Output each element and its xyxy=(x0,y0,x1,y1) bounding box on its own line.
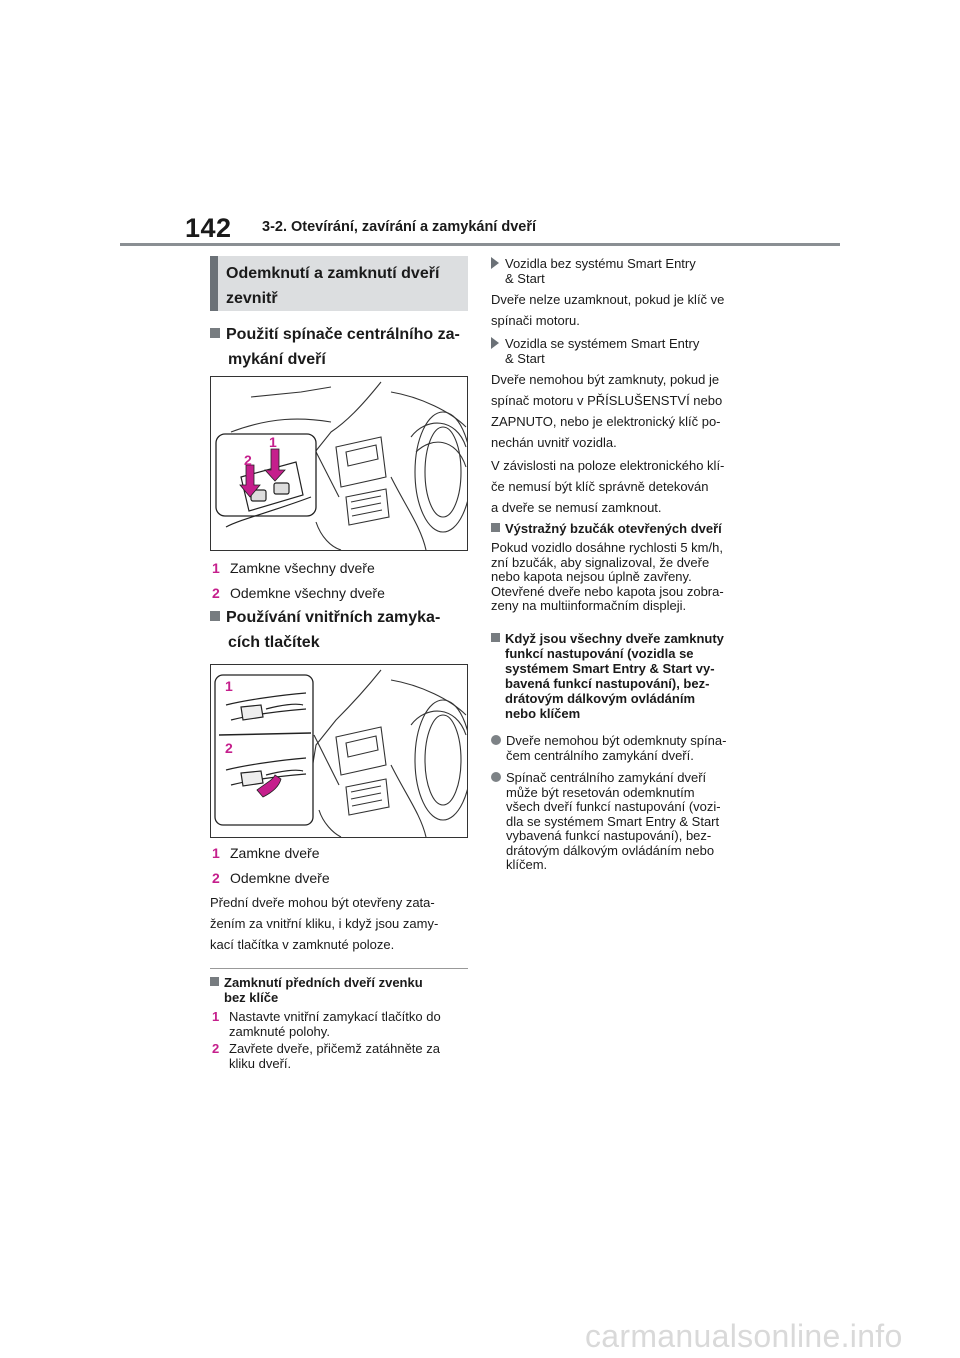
square-bullet-icon xyxy=(210,611,220,621)
header-rule xyxy=(120,243,840,246)
bullet-item xyxy=(491,771,721,873)
paragraph-line: zní bzučák, aby signalizoval, že dveře xyxy=(491,554,710,570)
fig1-label-1: 1 xyxy=(269,434,277,450)
step-number: 2 xyxy=(212,1041,220,1056)
list-item xyxy=(212,556,385,581)
list-item xyxy=(212,581,385,606)
block-title-line2: & Start xyxy=(505,270,545,286)
buzzer-heading xyxy=(491,521,722,536)
square-bullet-icon xyxy=(210,977,219,986)
triangle-bullet-icon xyxy=(491,257,499,269)
heading-line: Když jsou všechny dveře zamknuty xyxy=(505,631,724,646)
note-steps xyxy=(212,1010,441,1071)
note-step xyxy=(212,1042,441,1071)
circle-bullet-icon xyxy=(491,772,501,782)
heading-line: systémem Smart Entry & Start vy- xyxy=(505,661,715,676)
paragraph-line: Dveře nelze uzamknout, pokud je klíč ve xyxy=(491,292,725,307)
triangle-bullet-icon xyxy=(491,337,499,349)
step-text: Zamkne všechny dveře xyxy=(230,560,375,576)
step-number: 1 xyxy=(212,560,220,576)
bullet-line: vybavená funkcí nastupování), bez- xyxy=(506,828,712,843)
paragraph-line: nebo kapota nejsou úplně zavřeny. xyxy=(491,569,692,584)
step-number: 1 xyxy=(212,1009,220,1024)
step-text: Zavřete dveře, přičemž zatáhněte za xyxy=(229,1041,440,1056)
inner-lock-illustration xyxy=(211,665,467,837)
note-step xyxy=(212,1010,441,1039)
bullet-line: klíčem. xyxy=(506,857,548,872)
page-number: 142 xyxy=(185,213,232,243)
square-bullet-icon xyxy=(491,523,500,532)
block-key-detection-text xyxy=(491,455,724,518)
step-text: Odemkne všechny dveře xyxy=(230,585,385,601)
step-text: zamknuté polohy. xyxy=(229,1023,330,1039)
paragraph-inner-handle xyxy=(210,892,438,955)
step-text: kliku dveří. xyxy=(229,1055,292,1071)
paragraph-line: zeny na multiinformačním displeji. xyxy=(491,598,687,613)
block-no-smart-entry-title xyxy=(491,257,696,286)
block-title-line1: Vozidla bez systému Smart Entry xyxy=(505,256,696,271)
section-title-line1: Odemknutí a zamknutí dveří xyxy=(226,265,440,282)
all-locked-heading xyxy=(491,631,724,721)
block-title-line1: Vozidla se systémem Smart Entry xyxy=(505,336,700,351)
list-item xyxy=(212,841,330,866)
paragraph-line: ZAPNUTO, nebo je elektronický klíč po- xyxy=(491,414,721,429)
figure-central-lock-switch xyxy=(210,376,468,551)
note-heading-line1: Zamknutí předních dveří zvenku xyxy=(224,975,423,990)
paragraph-line: spínač motoru v PŘÍSLUŠENSTVÍ nebo xyxy=(491,393,723,408)
fig1-label-2: 2 xyxy=(244,452,252,468)
paragraph-line: Dveře nemohou být zamknuty, pokud je xyxy=(491,372,720,387)
paragraph-line: V závislosti na poloze elektronického klí- xyxy=(491,458,725,473)
subheading-central-lock xyxy=(210,322,460,372)
buzzer-text xyxy=(491,541,724,614)
note-divider xyxy=(210,968,468,969)
bullet-line: dla se systémem Smart Entry & Start xyxy=(506,813,720,829)
fig2-label-1: 1 xyxy=(225,678,233,694)
list-inner-lock xyxy=(212,841,330,891)
subheading-line2: cích tlačítek xyxy=(228,634,320,651)
bullet-line: všech dveří funkcí nastupování (vozi- xyxy=(506,799,721,814)
heading-line: drátovým dálkovým ovládáním xyxy=(505,691,696,706)
heading-line: bavená funkcí nastupování), bez- xyxy=(505,676,710,691)
step-text: Nastavte vnitřní zamykací tlačítko do xyxy=(229,1009,441,1024)
block-smart-entry-text xyxy=(491,369,722,453)
bullet-line: čem centrálního zamykání dveří. xyxy=(506,747,694,763)
list-item xyxy=(212,866,330,891)
subheading-inner-lock-buttons xyxy=(210,605,440,655)
block-smart-entry-title xyxy=(491,337,699,366)
block-no-smart-entry-text xyxy=(491,289,724,331)
list-central-lock xyxy=(212,556,385,606)
circle-bullet-icon xyxy=(491,735,501,745)
section-title-line2: zevnitř xyxy=(226,290,278,307)
door-switch-illustration xyxy=(211,377,467,550)
buzzer-heading-text: Výstražný bzučák otevřených dveří xyxy=(505,521,722,536)
note-heading xyxy=(210,975,423,1005)
paragraph-line: Otevřené dveře nebo kapota jsou zobra- xyxy=(491,583,724,599)
step-text: Odemkne dveře xyxy=(230,870,330,886)
bullet-line: Spínač centrálního zamykání dveří xyxy=(506,770,707,785)
section-heading xyxy=(210,256,468,311)
note-heading-line2: bez klíče xyxy=(224,990,279,1005)
paragraph-line: spínači motoru. xyxy=(491,313,580,328)
chapter-title: 3-2. Otevírání, zavírání a zamykání dveří xyxy=(262,219,537,235)
paragraph-line: nechán uvnitř vozidla. xyxy=(491,435,617,450)
step-number: 2 xyxy=(212,585,220,601)
paragraph-line: če nemusí být klíč správně detekován xyxy=(491,479,709,494)
paragraph-line: Pokud vozidlo dosáhne rychlosti 5 km/h, xyxy=(491,540,723,555)
subheading-line1: Použití spínače centrálního za- xyxy=(226,326,460,343)
watermark: carmanualsonline.info xyxy=(585,1318,903,1354)
heading-line: nebo klíčem xyxy=(505,706,581,721)
paragraph-line: žením za vnitřní kliku, i když jsou zamy- xyxy=(210,916,439,931)
bullet-line: může být resetován odemknutím xyxy=(506,784,695,800)
block-title-line2: & Start xyxy=(505,350,545,366)
bullet-item xyxy=(491,734,726,763)
subheading-line1: Používání vnitřních zamyka- xyxy=(226,609,441,626)
step-number: 1 xyxy=(212,845,220,861)
square-bullet-icon xyxy=(210,328,220,338)
bullet-line: Dveře nemohou být odemknuty spína- xyxy=(506,733,727,748)
step-text: Zamkne dveře xyxy=(230,845,320,861)
step-number: 2 xyxy=(212,870,220,886)
heading-line: funkcí nastupování (vozidla se xyxy=(505,646,694,661)
subheading-line2: mykání dveří xyxy=(228,351,326,368)
figure-inner-lock-button xyxy=(210,664,468,838)
bullet-line: drátovým dálkovým ovládáním nebo xyxy=(506,842,715,858)
paragraph-line: a dveře se nemusí zamknout. xyxy=(491,500,662,515)
paragraph-line: Přední dveře mohou být otevřeny zata- xyxy=(210,895,435,910)
fig2-label-2: 2 xyxy=(225,740,233,756)
paragraph-line: kací tlačítka v zamknuté poloze. xyxy=(210,937,395,952)
square-bullet-icon xyxy=(491,633,500,642)
